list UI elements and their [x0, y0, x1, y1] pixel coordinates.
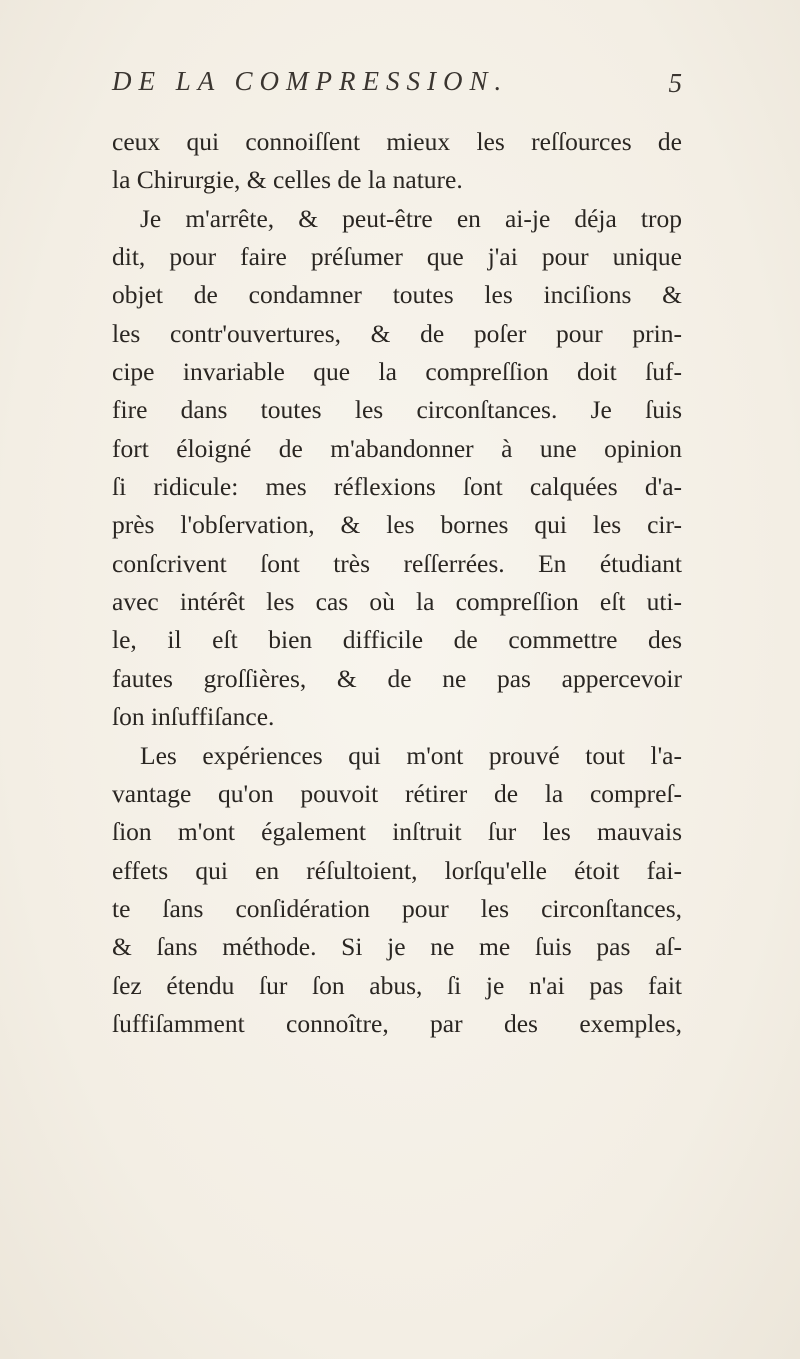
text-line: dit, pour faire préſumer que j'ai pour unique	[112, 242, 682, 272]
page-number: 5	[668, 68, 682, 98]
page-header	[112, 66, 682, 116]
text-line: le, il eſt bien difficile de commettre des	[112, 625, 682, 655]
text-line: fort éloigné de m'abandonner à une opinion	[112, 433, 682, 463]
body-text	[112, 123, 682, 1043]
paragraph-start-line: Je m'arrête, & peut-être en ai-je déja trop	[140, 203, 682, 233]
text-line: ſez étendu ſur ſon abus, ſi je n'ai pas fait	[112, 970, 682, 1000]
text-line: & ſans méthode. Si je ne me ſuis pas aſ-	[112, 932, 682, 962]
text-line: ſi ridicule: mes réflexions ſont calquées d'a-	[112, 472, 682, 502]
text-line: cipe invariable que la compreſſion doit ſuf-	[112, 357, 682, 387]
text-line: les contr'ouvertures, & de poſer pour prin-	[112, 318, 682, 348]
text-line: la Chirurgie, & celles de la nature.	[112, 165, 463, 195]
text-line: objet de condamner toutes les inciſions &	[112, 280, 682, 310]
text-line: vantage qu'on pouvoit rétirer de la compreſ-	[112, 778, 682, 808]
text-line: fire dans toutes les circonſtances. Je ſuis	[112, 395, 682, 425]
text-line: ſuffiſamment connoître, par des exemples,	[112, 1008, 682, 1038]
text-line: effets qui en réſultoient, lorſqu'elle étoit fai-	[112, 855, 682, 885]
text-line: près l'obſervation, & les bornes qui les cir-	[112, 510, 682, 540]
text-line: fautes groſſières, & de ne pas appercevoir	[112, 663, 682, 693]
running-title: DE LA COMPRESSION.	[112, 66, 509, 96]
text-line: conſcrivent ſont très reſſerrées. En étudiant	[112, 548, 682, 578]
text-line: avec intérêt les cas où la compreſſion eſt uti-	[112, 587, 682, 617]
paragraph-start-line: Les expériences qui m'ont prouvé tout l'a-	[140, 740, 682, 770]
text-line: ceux qui connoiſſent mieux les reſſources de	[112, 127, 682, 156]
text-line: ſon inſuffiſance.	[112, 702, 275, 732]
text-line: te ſans conſidération pour les circonſtances,	[112, 893, 682, 923]
text-line: ſion m'ont également inſtruit ſur les mauvais	[112, 817, 682, 847]
